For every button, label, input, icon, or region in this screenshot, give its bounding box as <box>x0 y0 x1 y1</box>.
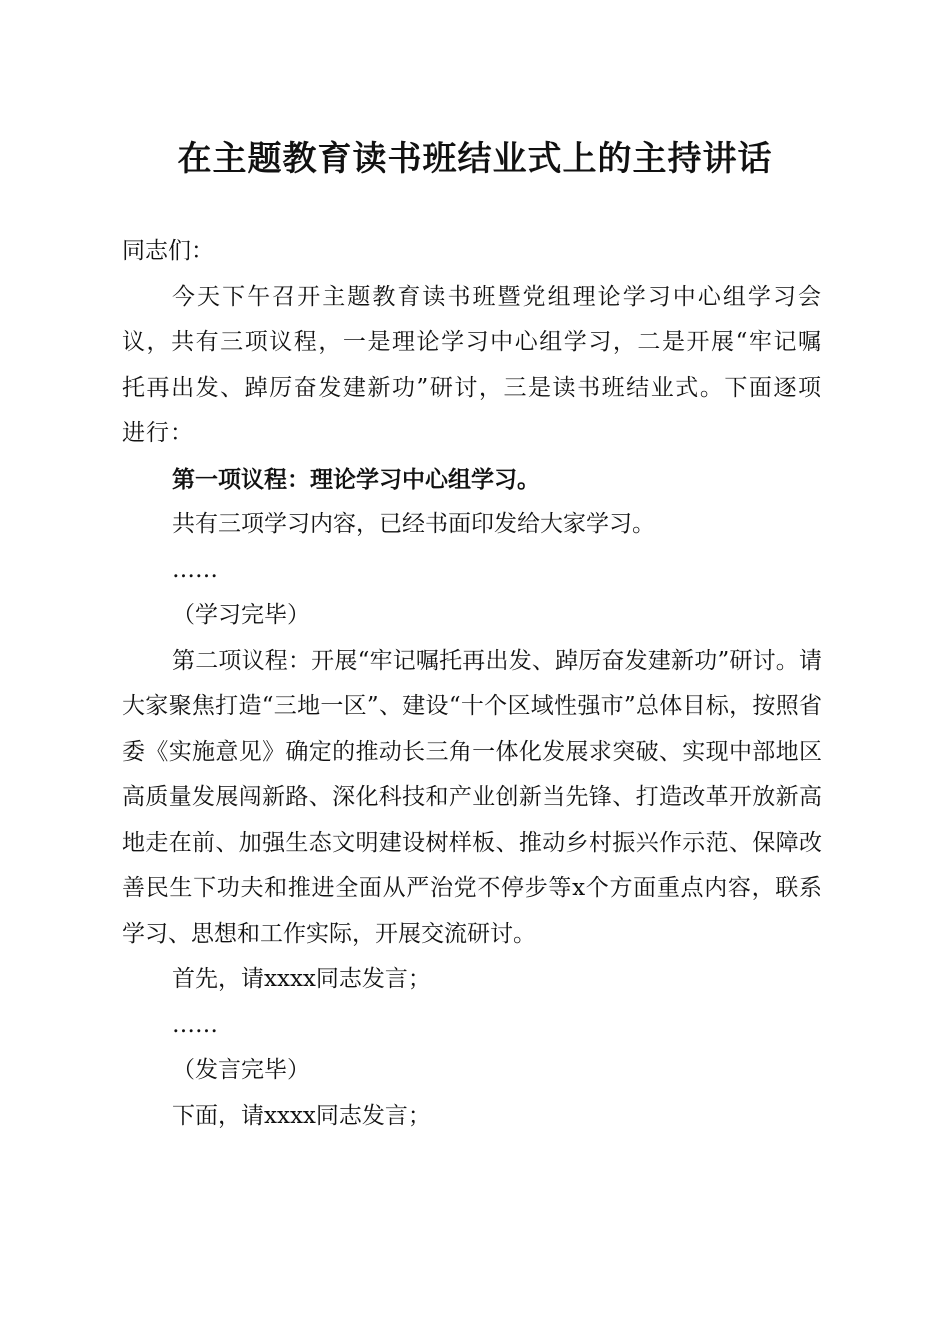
agenda-item-1-content: 共有三项学习内容，已经书面印发给大家学习。 <box>172 511 655 537</box>
salutation: 同志们： <box>122 238 214 264</box>
document-body <box>122 229 822 1139</box>
ellipsis-1: …… <box>172 556 218 583</box>
agenda-item-2-paragraph: 第二项议程：开展“牢记嘱托再出发、踔厉奋发建新功”研讨。请大家聚焦打造“三地一区”、建设“十个区域性强市”总体目标，按照省委《实施意见》确定的推动长三角一体化发展求突破、实现中部地区高质量发展闯新路、深化科技和产业创新当先锋、打造改革开放新高地走在前、加强生态文明建设树样板、推动乡村振兴作示范、保障改善民生下功夫和推进全面从严治党不停步等x个方面重点内容，联系学习、思想和工作实际，开展交流研讨。 <box>122 647 822 947</box>
first-speaker-line: 首先，请xxxx同志发言； <box>172 966 431 992</box>
study-complete-note: （学习完毕） <box>172 602 310 628</box>
intro-paragraph: 今天下午召开主题教育读书班暨党组理论学习中心组学习会议，共有三项议程，一是理论学习中心组学习，二是开展“牢记嘱托再出发、踔厉奋发建新功”研讨，三是读书班结业式。下面逐项进行： <box>122 283 822 446</box>
agenda-item-1-heading: 第一项议程：理论学习中心组学习。 <box>172 465 540 493</box>
next-speaker-line: 下面，请xxxx同志发言； <box>172 1102 431 1129</box>
speech-complete-note: （发言完毕） <box>172 1057 310 1083</box>
document-title: 在主题教育读书班结业式上的主持讲话 <box>177 139 773 179</box>
ellipsis-2: …… <box>172 1011 218 1038</box>
